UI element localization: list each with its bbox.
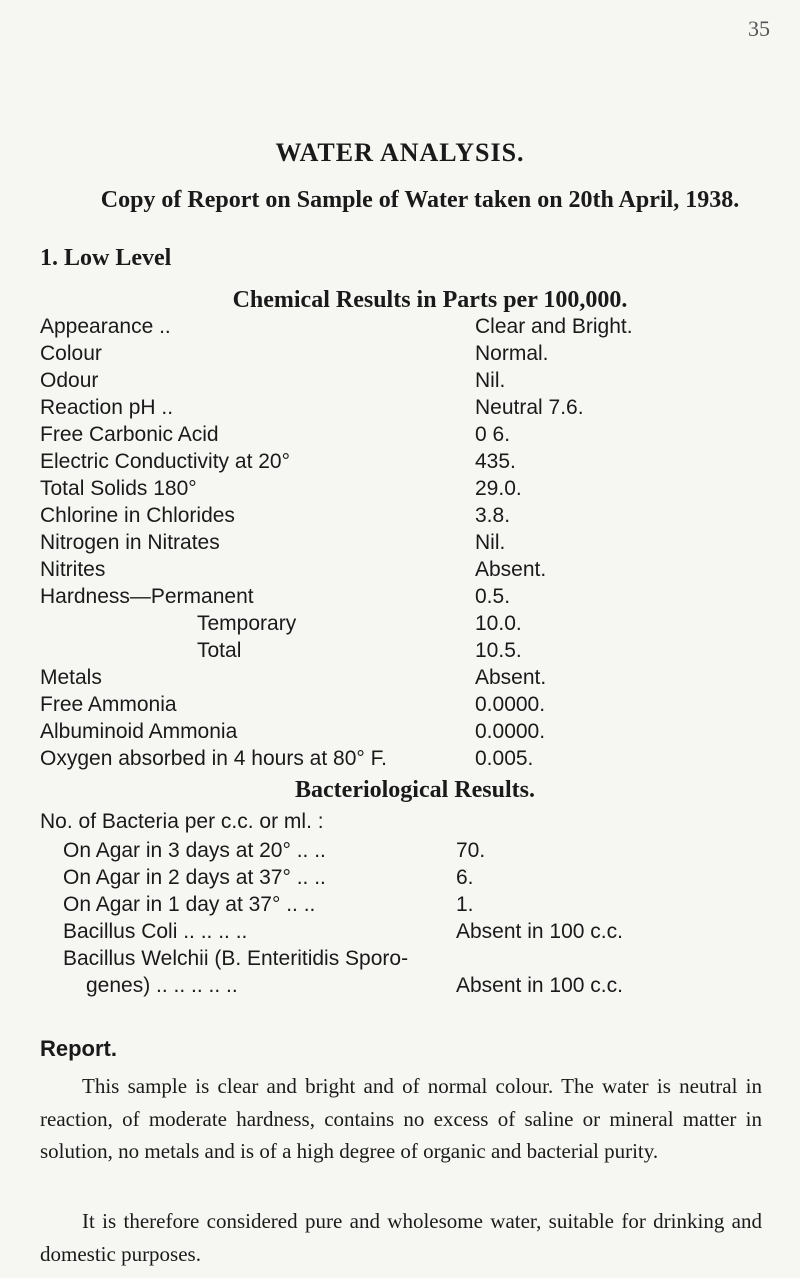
row-value: Absent. (475, 666, 547, 689)
row-label: Free Ammonia (40, 693, 177, 716)
row-value: 0.0000. (475, 693, 546, 716)
row-value: Normal. (475, 342, 549, 365)
row-label: Electric Conductivity at 20° (40, 450, 291, 473)
row-value: 3.8. (475, 504, 511, 527)
bacteriological-results-heading: Bacteriological Results. (295, 777, 535, 803)
row-label: Temporary (197, 612, 297, 635)
row-value: 1. (456, 893, 474, 916)
row-label: Total (197, 639, 242, 662)
row-label: On Agar in 2 days at 37° .. .. (63, 866, 326, 889)
row-value: 70. (456, 839, 486, 862)
section-heading: 1. Low Level (40, 245, 172, 271)
row-label: Odour (40, 369, 99, 392)
row-value: Absent in 100 c.c. (456, 920, 623, 943)
row-value: 0.005. (475, 747, 534, 770)
row-value: 0.5. (475, 585, 511, 608)
row-label: genes) .. .. .. .. .. (86, 974, 238, 997)
row-label: On Agar in 3 days at 20° .. .. (63, 839, 326, 862)
page-title: WATER ANALYSIS. (275, 138, 525, 167)
report-paragraph: It is therefore considered pure and wholesome water, suitable for drinking and domestic purposes. (40, 1209, 762, 1266)
row-value: 0.0000. (475, 720, 546, 743)
row-value: 29.0. (475, 477, 522, 500)
row-value: Neutral 7.6. (475, 396, 584, 419)
row-label: Chlorine in Chlorides (40, 504, 235, 527)
row-label: Bacillus Welchii (B. Enteritidis Sporo- (63, 947, 409, 970)
report-heading: Report. (40, 1036, 117, 1061)
row-value: 6. (456, 866, 474, 889)
row-value: 0 6. (475, 423, 511, 446)
page-number: 35 (748, 16, 770, 41)
row-value: 435. (475, 450, 516, 473)
row-value: 10.0. (475, 612, 522, 635)
row-label: Hardness—Permanent (40, 585, 254, 608)
row-label: Metals (40, 666, 102, 689)
row-value: Absent. (475, 558, 547, 581)
chemical-results-heading: Chemical Results in Parts per 100,000. (232, 287, 628, 313)
bacteria-count-intro: No. of Bacteria per c.c. or ml. : (40, 810, 324, 833)
row-label: Reaction pH .. (40, 396, 174, 419)
row-label: Nitrites (40, 558, 106, 581)
row-label: Colour (40, 342, 102, 365)
row-label: Nitrogen in Nitrates (40, 531, 220, 554)
report-paragraph: This sample is clear and bright and of normal colour. The water is neutral in reaction, of moderate hardness, contains no excess of saline or mineral matter in solution, no metals and is of a high degree of organic and bacterial purity. (40, 1074, 762, 1163)
row-value: Absent in 100 c.c. (456, 974, 623, 997)
row-label: Appearance .. (40, 315, 171, 338)
row-label: Oxygen absorbed in 4 hours at 80° F. (40, 747, 387, 770)
row-label: Albuminoid Ammonia (40, 720, 238, 743)
row-label: Total Solids 180° (40, 477, 197, 500)
row-value: Clear and Bright. (475, 315, 633, 338)
row-label: Bacillus Coli .. .. .. .. (63, 920, 248, 943)
row-label: On Agar in 1 day at 37° .. .. (63, 893, 316, 916)
row-value: Nil. (475, 531, 506, 554)
row-value: 10.5. (475, 639, 522, 662)
row-value: Nil. (475, 369, 506, 392)
report-subtitle: Copy of Report on Sample of Water taken on 20th April, 1938. (100, 187, 740, 213)
row-label: Free Carbonic Acid (40, 423, 219, 446)
